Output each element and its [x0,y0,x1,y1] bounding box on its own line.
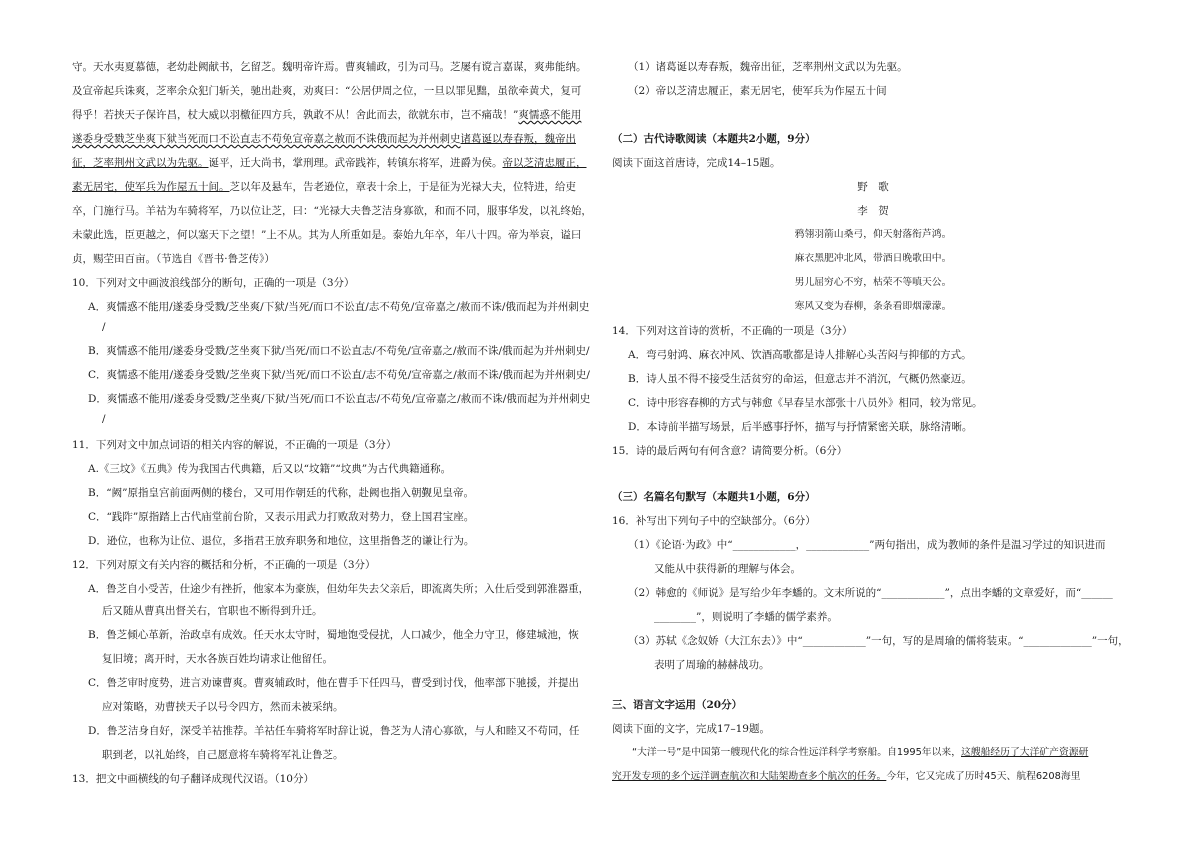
section-intro: 阅读下面的文字，完成17–19题。 [612,723,770,735]
wavy-underlined-text: 遂委身受戮芝坐爽下狱当死而口不讼直志不苟免宣帝嘉之赦而不诛俄而起为并州刺史 [72,133,461,145]
passage-line: 及宣帝起兵诛爽，芝率余众犯门斩关，驰出赴爽，劝爽曰：“公居伊周之位，一旦以罪见黜，虽欲牵黄犬，复可 [72,85,582,97]
fill-item-1-cont: 又能从中获得新的理解与体会。 [654,563,801,575]
passage-line: 征，芝率荆州文武以为先驱。诞平，迁大尚书，掌刑理。武帝践祚，转镇东将军，进爵为侯。帝以芝清忠履正， [72,157,587,169]
option-d: D．鲁芝洁身自好，深受羊祜推荐。羊祜任车骑将军时辞让说，鲁芝为人清心寡欲，与人和睦又不苟同，任 [88,725,580,737]
section-heading: （三）名篇名句默写（本题共1小题，6分） [612,491,816,503]
passage-line [72,134,576,145]
question-16: 16．补写出下列句子中的空缺部分。（6分） [612,515,816,527]
wavy-underlined-text: 爽懦惑不能用 [518,109,582,121]
option-b: B．鲁芝倾心革新，治政卓有成效。任天水太守时，蜀地饱受侵扰，人口减少，他全力守卫，修建城池，恢 [88,629,579,641]
fill-item-3-cont: 表明了周瑜的赫赫战功。 [654,659,770,671]
option-b: B．诗人虽不得不接受生活贫穷的命运，但意志并不消沉，气概仍然豪迈。 [628,373,972,385]
passage-line: 得乎！若挟天子保许昌，杖大威以羽檄征四方兵，孰敢不从！舍此而去，欲就东市，岂不痛哉！”爽懦惑不能用 [72,109,582,121]
fill-item-1: （1）《论语·为政》中“____________，____________”两句指出，成为教师的条件是温习学过的知识进而 [628,539,1106,551]
question-13: 13．把文中画横线的句子翻译成现代汉语。（10分） [72,773,314,785]
option-c: C．爽懦惑不能用/遂委身受戮/芝坐爽下狱/当死/而口不讼直/志不苟免/宣帝嘉之/赦而不诛/俄而起为并州刺史/ [88,369,590,381]
underlined-sentence: 素无居宅，使军兵为作屋五十间。 [72,181,230,193]
option-c: C．“践阼”原指踏上古代庙堂前台阶，又表示用武力打败敌对势力，登上国君宝座。 [88,511,475,523]
underlined-sentence: 帝以芝清忠履正， [502,157,587,169]
question-12: 12．下列对原文有关内容的概括和分析，不正确的一项是（3分） [72,559,376,571]
underlined-sentence: 征，芝率荆州文武以为先驱。 [72,157,209,169]
reading-paragraph: “大洋一号”是中国第一艘现代化的综合性远洋科学考察船。自1995年以来，这艘船经历了大洋矿产资源研 [632,747,1089,758]
option-c: C．鲁芝审时度势，进言劝谏曹爽。曹爽辅政时，他在曹手下任四马，曹受到讨伐，他率部下驰援，并提出 [88,677,580,689]
reading-paragraph: 究开发专项的多个远洋调查航次和大陆架勘查多个航次的任务。今年，它又完成了历时45天、航程6208海里 [612,771,1081,782]
option-d-cont: / [102,413,106,425]
underlined-sentence: 这艘船经历了大洋矿产资源研 [961,747,1089,758]
underlined-sentence: 究开发专项的多个远洋调查航次和大陆架勘查多个航次的任务。 [612,771,887,782]
option-a: A．弯弓射鸿、麻衣冲风、饮酒高歌都是诗人排解心头苦闷与抑郁的方式。 [628,349,972,361]
option-a-cont: 后又随从曹真出督关右，官职也不断得到升迁。 [102,605,323,617]
option-b: B．爽懦惑不能用/遂委身受戮/芝坐爽下狱/当死/而口不讼直志/不苟免/宣帝嘉之/赦而不诛/俄而起为并州刺史/ [88,345,590,357]
option-a: A.《三坟》《五典》传为我国古代典籍，后又以“坟籍”“坟典”为古代典籍通称。 [88,463,452,475]
passage-line: 卒，门施行马。羊祜为车骑将军，乃以位让芝，曰：“光禄大夫鲁芝洁身寡欲，和而不同，服事华发，以礼终始， [72,205,592,217]
option-a: A．爽懦惑不能用/遂委身受戮/芝坐爽/下狱/当死/而口不讼直/志不苟免/宣帝嘉之/赦而不诛/俄而起为并州刺史 [88,301,590,313]
option-d: D．本诗前半描写场景，后半感事抒怀，描写与抒情紧密关联，脉络清晰。 [628,421,973,433]
passage-line: 未蒙此选，臣更越之，何以塞天下之望！”上不从。其为人所重如是。泰始九年卒，年八十四。帝为举哀，谥曰 [72,229,582,241]
option-c-cont: 应对策略，劝曹挟天子以号令四方，然而未被采纳。 [102,701,344,713]
option-d: D．逊位，也称为让位、退位，多指君王放弃职务和地位，这里指鲁芝的谦让行为。 [88,535,475,547]
poem-line: 男儿屈穷心不穷，枯荣不等嗔天公。 [794,277,952,288]
translation-item-1: （1）诸葛诞以寿春叛，魏帝出征，芝率荆州文武以为先驱。 [628,61,908,73]
option-b-cont: 复旧境；离开时，天水各族百姓均请求让他留任。 [102,653,333,665]
option-c: C．诗中形容春柳的方式与韩愈《早春呈水部张十八员外》相同，较为常见。 [628,397,983,409]
fill-item-3: （3）苏轼《念奴娇（大江东去）》中“____________”一句，写的是周瑜的儒将装束。“_____________”一句， [628,635,1129,647]
option-d: D．爽懦惑不能用/遂委身受戮/芝坐爽/下狱/当死/而口不讼直志/不苟免/宣帝嘉之/赦而不诛/俄而起为并州刺史 [88,393,591,405]
option-b: B．“阙”原指皇宫前面两侧的楼台，又可用作朝廷的代称，赴阙也指入朝觐见皇帝。 [88,487,474,499]
question-11: 11．下列对文中加点词语的相关内容的解说，不正确的一项是（3分） [72,439,397,451]
question-14: 14．下列对这首诗的赏析，不正确的一项是（3分） [612,325,853,337]
section-heading: （二）古代诗歌阅读（本题共2小题，9分） [612,133,816,145]
passage-line: 素无居宅，使军兵为作屋五十间。芝以年及悬车，告老逊位，章表十余上，于是征为光禄大夫，位特进，给吏 [72,181,576,193]
section-intro: 阅读下面这首唐诗，完成14–15题。 [612,157,781,169]
question-10: 10．下列对文中画波浪线部分的断句，正确的一项是（3分） [72,277,355,289]
option-a-cont: / [102,321,106,333]
poem-author: 李 贺 [857,205,889,217]
poem-line: 麻衣黑肥冲北风，带酒日晚歌田中。 [794,253,952,264]
poem-title: 野 歌 [857,181,889,193]
translation-item-2: （2）帝以芝清忠履正，素无居宅，使军兵为作屋五十间 [628,85,887,97]
section-heading: 三、语言文字运用（20分） [612,699,743,711]
underlined-sentence: 诸葛诞以寿春叛，魏帝出 [460,133,576,145]
option-d-cont: 职到老，以礼始终，自己愿意将车骑将军礼让鲁芝。 [102,749,344,761]
poem-line: 鸦翎羽箭山桑弓，仰天射落衔芦鸿。 [794,229,952,240]
passage-line: 贞，赐茔田百亩。（节选自《晋书·鲁芝传》） [72,253,275,265]
option-a: A．鲁芝自小受苦，仕途少有挫折，他家本为豪族，但幼年失去父亲后，即流离失所；入仕后受到郭淮器重， [88,583,590,595]
poem-line: 寒风又变为春柳，条条看即烟濛濛。 [794,301,952,312]
question-15: 15．诗的最后两句有何含意？请简要分析。（6分） [612,445,848,457]
fill-item-2-cont: ________”，则说明了李蟠的儒学素养。 [654,611,838,623]
fill-item-2: （2）韩愈的《师说》是写给少年李蟠的。文末所说的“____________”，点出李蟠的文章爱好，而“______ [628,587,1113,599]
passage-line: 守。天水夷夏慕德，老幼赴阙献书，乞留芝。魏明帝许焉。曹爽辅政，引为司马。芝屡有谠言嘉谋，爽弗能纳。 [72,61,587,73]
